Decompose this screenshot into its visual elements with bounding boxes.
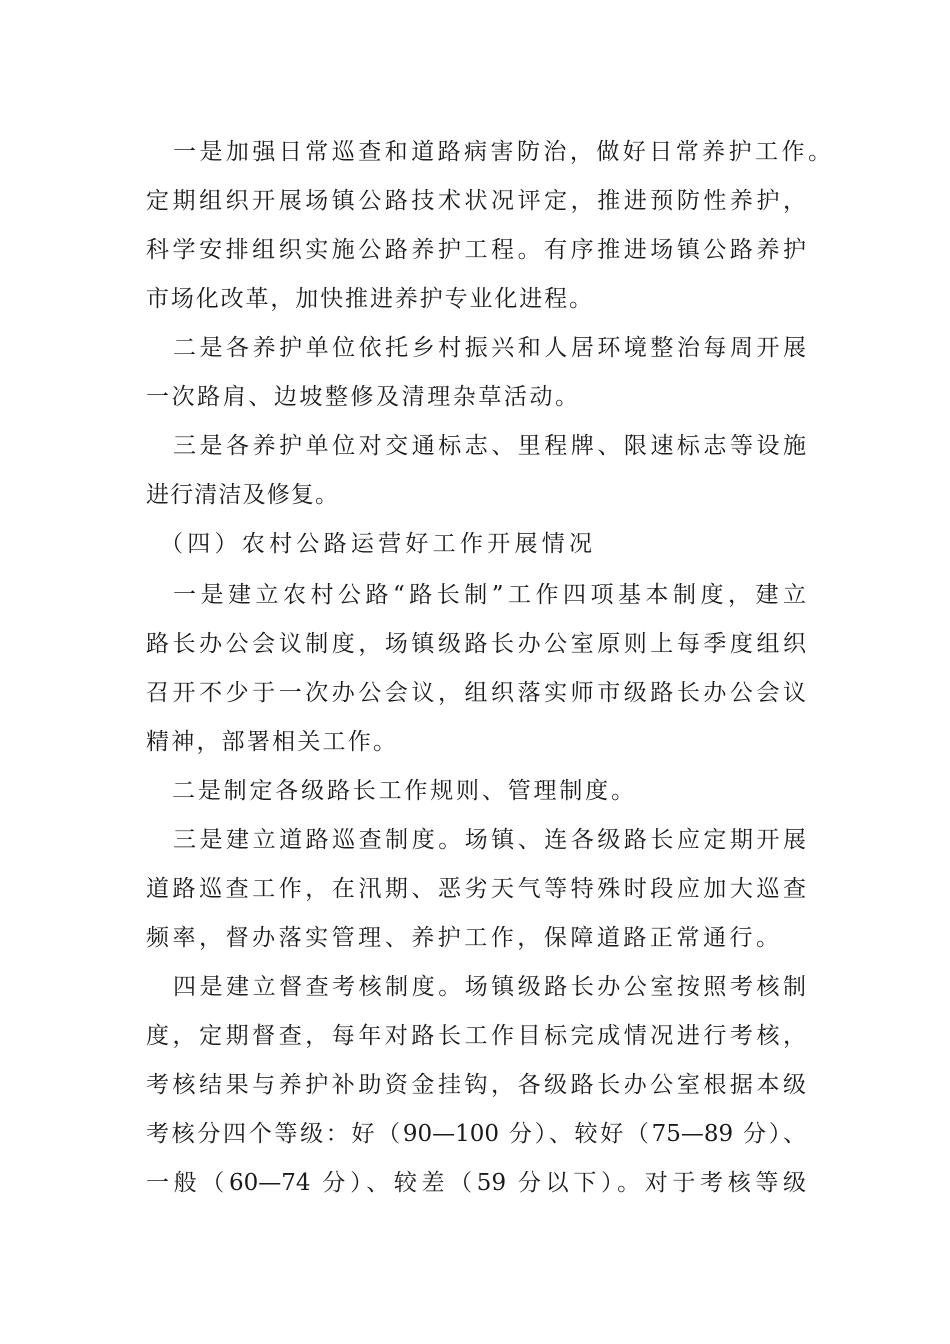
line-text: 三是建立道路巡查制度。场镇、连各级路长应定期开展 <box>173 827 806 853</box>
text-line <box>0 771 950 811</box>
line-text: 进行清洁及修复。 <box>146 482 338 508</box>
line-text: 一是加强日常巡查和道路病害防治，做好日常养护工作。 <box>173 139 831 165</box>
text-line <box>0 575 950 615</box>
text-line <box>0 181 950 221</box>
line-text: （四）农村公路运营好工作开展情况 <box>160 531 592 557</box>
text-line <box>0 967 950 1007</box>
text-line <box>0 279 950 319</box>
line-text: 市场化改革，加快推进养护专业化进程。 <box>146 286 592 312</box>
text-line <box>0 524 950 564</box>
text-line <box>0 673 950 713</box>
text-line <box>0 377 950 417</box>
line-text: 定期组织开展场镇公路技术状况评定，推进预防性养护， <box>146 188 806 214</box>
line-text: 考核结果与养护补助资金挂钩，各级路长办公室根据本级 <box>146 1072 806 1098</box>
line-text: 考核分四个等级：好（90—100 分）、较好（75—89 分）、 <box>146 1121 806 1147</box>
text-line <box>0 475 950 515</box>
text-line <box>0 328 950 368</box>
line-text: 三是各养护单位对交通标志、里程牌、限速标志等设施 <box>173 433 806 459</box>
line-text: 频率，督办落实管理、养护工作，保障道路正常通行。 <box>146 925 779 951</box>
line-text: 度，定期督查，每年对路长工作目标完成情况进行考核， <box>146 1023 806 1049</box>
text-line <box>0 869 950 909</box>
line-text: 精神，部署相关工作。 <box>146 729 396 755</box>
line-text: 四是建立督查考核制度。场镇级路长办公室按照考核制 <box>173 974 806 1000</box>
line-text: 召开不少于一次办公会议，组织落实师市级路长办公会议 <box>146 680 806 706</box>
text-line <box>0 230 950 270</box>
text-line <box>0 820 950 860</box>
text-line <box>0 1016 950 1056</box>
text-line <box>0 1114 950 1154</box>
text-line <box>0 624 950 664</box>
line-text: 路长办公会议制度，场镇级路长办公室原则上每季度组织 <box>146 631 806 657</box>
line-text: 一次路肩、边坡整修及清理杂草活动。 <box>146 384 578 410</box>
line-text: 道路巡查工作，在汛期、恶劣天气等特殊时段应加大巡查 <box>146 876 806 902</box>
line-text: 二是制定各级路长工作规则、管理制度。 <box>172 778 634 804</box>
text-line <box>0 132 950 172</box>
text-line <box>0 1065 950 1105</box>
text-line <box>0 426 950 466</box>
line-text: 科学安排组织实施公路养护工程。有序推进场镇公路养护 <box>146 237 806 263</box>
line-text: 一般（60—74 分）、较差（59 分以下）。对于考核等级 <box>146 1170 806 1196</box>
line-text: 一是建立农村公路“路长制”工作四项基本制度，建立 <box>173 582 806 608</box>
text-line <box>0 918 950 958</box>
text-line <box>0 722 950 762</box>
text-line <box>0 1163 950 1203</box>
line-text: 二是各养护单位依托乡村振兴和人居环境整治每周开展 <box>173 335 806 361</box>
